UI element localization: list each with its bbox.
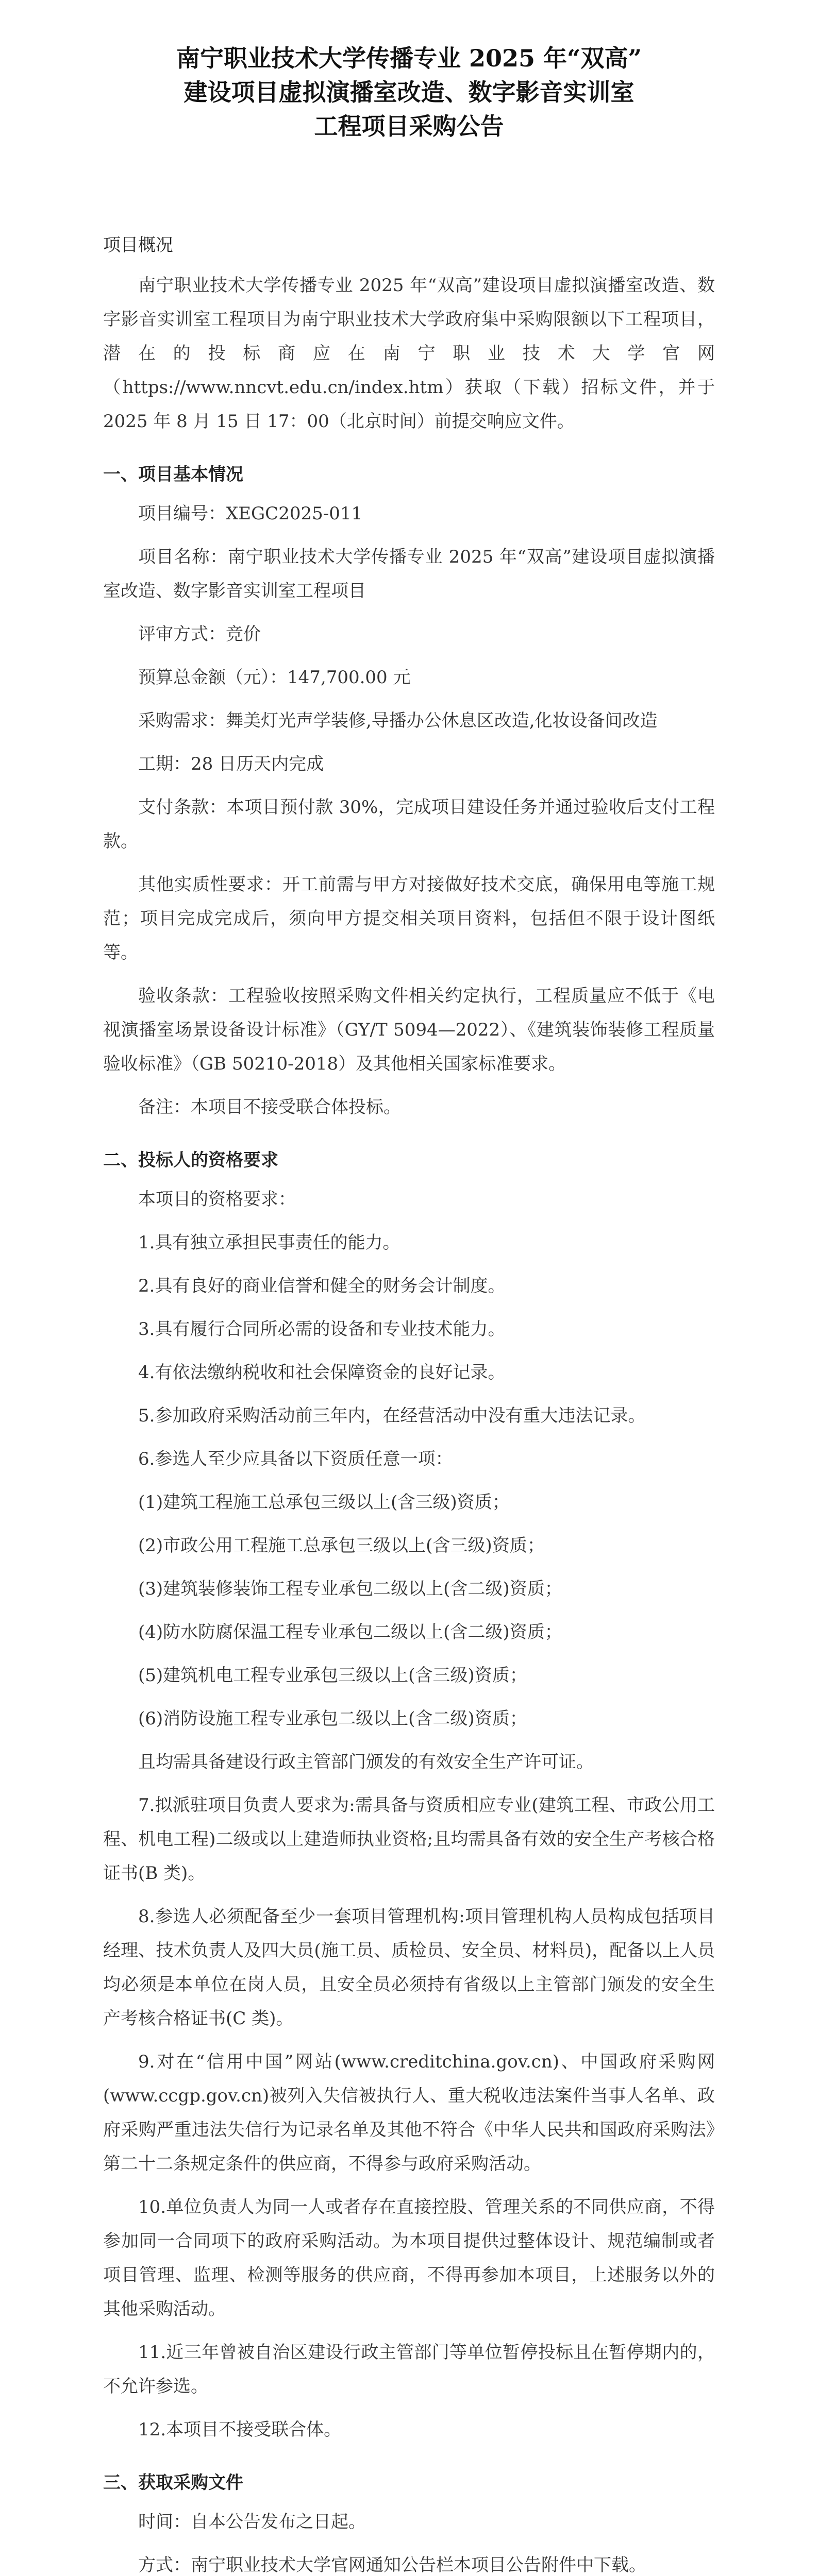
qualification-intro: 本项目的资格要求：	[138, 1189, 296, 1210]
qualification-item: 3.具有履行合同所必需的设备和专业技术能力。	[138, 1319, 506, 1340]
page-title	[103, 41, 715, 143]
qualification-item: 11.近三年曾被自治区建设行政主管部门等单位暂停投标且在暂停期内的，不允许参选。	[103, 2342, 715, 2397]
payment-terms: 支付条款：本项目预付款 30%，完成项目建设任务并通过验收后支付工程款。	[103, 797, 715, 852]
qualification-item: 2.具有良好的商业信誉和健全的财务会计制度。	[138, 1276, 506, 1296]
overview-text: 南宁职业技术大学传播专业 2025 年“双高”建设项目虚拟演播室改造、数字影音实训室工程项目为南宁职业技术大学政府集中采购限额以下工程项目，潜在的投标商应在南宁职业技术大学官网（https://www.nncvt.edu.cn/index.htm）获取（下载）招标文件，并于 2025 年 8 月 15 日 17：00（北京时间）前提交响应文件。	[103, 275, 715, 432]
qualification-subitem: (3)建筑装修装饰工程专业承包二级以上(含二级)资质；	[138, 1579, 562, 1599]
title-line-2: 建设项目虚拟演播室改造、数字影音实训室	[183, 78, 635, 106]
qualification-item: 8.参选人必须配备至少一套项目管理机构:项目管理机构人员构成包括项目经理、技术负责人及四大员(施工员、质检员、安全员、材料员)，配备以上人员均必须是本单位在岗人员，且安全员必须持有省级以上主管部门颁发的安全生产考核合格证书(C 类)。	[103, 1906, 715, 2029]
title-line-1: 南宁职业技术大学传播专业 2025 年“双高”	[176, 44, 642, 72]
obtain-time: 时间：自本公告发布之日起。	[138, 2512, 366, 2532]
review-method: 评审方式：竞价	[138, 624, 261, 645]
qualification-item: 9.对在“信用中国”网站(www.creditchina.gov.cn)、中国政府采购网(www.ccgp.gov.cn)被列入失信被执行人、重大税收违法案件当事人名单、政府采购严重违法失信行为记录名单及其他不符合《中华人民共和国政府采购法》第二十二条规定条件的供应商，不得参与政府采购活动。	[103, 2052, 715, 2174]
project-name: 项目名称：南宁职业技术大学传播专业 2025 年“双高”建设项目虚拟演播室改造、数字影音实训室工程项目	[103, 547, 715, 601]
qualification-item: 10.单位负责人为同一人或者存在直接控股、管理关系的不同供应商，不得参加同一合同项下的政府采购活动。为本项目提供过整体设计、规范编制或者项目管理、监理、检测等服务的供应商，不得再参加本项目，上述服务以外的其他采购活动。	[103, 2197, 715, 2319]
remark: 备注：本项目不接受联合体投标。	[138, 1097, 401, 1117]
other-requirements: 其他实质性要求：开工前需与甲方对接做好技术交底，确保用电等施工规范；项目完成完成后，须向甲方提交相关项目资料，包括但不限于设计图纸等。	[103, 874, 715, 963]
qualification-item: 6.参选人至少应具备以下资质任意一项：	[138, 1449, 453, 1469]
qualification-item: 5.参加政府采购活动前三年内，在经营活动中没有重大违法记录。	[138, 1405, 646, 1426]
obtain-method: 方式：南宁职业技术大学官网通知公告栏本项目公告附件中下载。	[138, 2555, 646, 2575]
section-2-heading: 二、投标人的资格要求	[103, 1150, 278, 1171]
qualification-subitem: (6)消防设施工程专业承包二级以上(含二级)资质；	[138, 1708, 527, 1729]
procurement-demand: 采购需求：舞美灯光声学装修,导播办公休息区改造,化妆设备间改造	[138, 710, 658, 731]
title-line-3: 工程项目采购公告	[314, 112, 504, 140]
construction-period: 工期：28 日历天内完成	[138, 754, 324, 774]
qualification-item: 4.有依法缴纳税收和社会保障资金的良好记录。	[138, 1362, 506, 1383]
qualification-item: 7.拟派驻项目负责人要求为:需具备与资质相应专业(建筑工程、市政公用工程、机电工程)二级或以上建造师执业资格;且均需具备有效的安全生产考核合格证书(B 类)。	[103, 1795, 715, 1884]
qualification-item: 1.具有独立承担民事责任的能力。	[138, 1232, 400, 1253]
qualification-item: 12.本项目不接受联合体。	[138, 2419, 342, 2440]
acceptance-terms: 验收条款：工程验收按照采购文件相关约定执行，工程质量应不低于《电视演播室场景设备设计标准》（GY/T 5094—2022）、《建筑装饰装修工程质量验收标准》（GB 50210-2018）及其他相关国家标准要求。	[103, 986, 715, 1074]
qualification-subitem: (4)防水防腐保温工程专业承包二级以上(含二级)资质；	[138, 1622, 562, 1642]
section-3-heading: 三、获取采购文件	[103, 2472, 243, 2493]
qualification-note: 且均需具备建设行政主管部门颁发的有效安全生产许可证。	[138, 1752, 594, 1772]
budget-amount: 预算总金额（元）：147,700.00 元	[138, 667, 411, 688]
overview-heading: 项目概况	[103, 235, 173, 256]
qualification-subitem: (5)建筑机电工程专业承包三级以上(含三级)资质；	[138, 1665, 527, 1686]
project-number: 项目编号：XEGC2025-011	[138, 503, 363, 524]
qualification-subitem: (1)建筑工程施工总承包三级以上(含三级)资质；	[138, 1492, 510, 1513]
section-1-heading: 一、项目基本情况	[103, 464, 243, 485]
qualification-subitem: (2)市政公用工程施工总承包三级以上(含三级)资质；	[138, 1535, 545, 1556]
